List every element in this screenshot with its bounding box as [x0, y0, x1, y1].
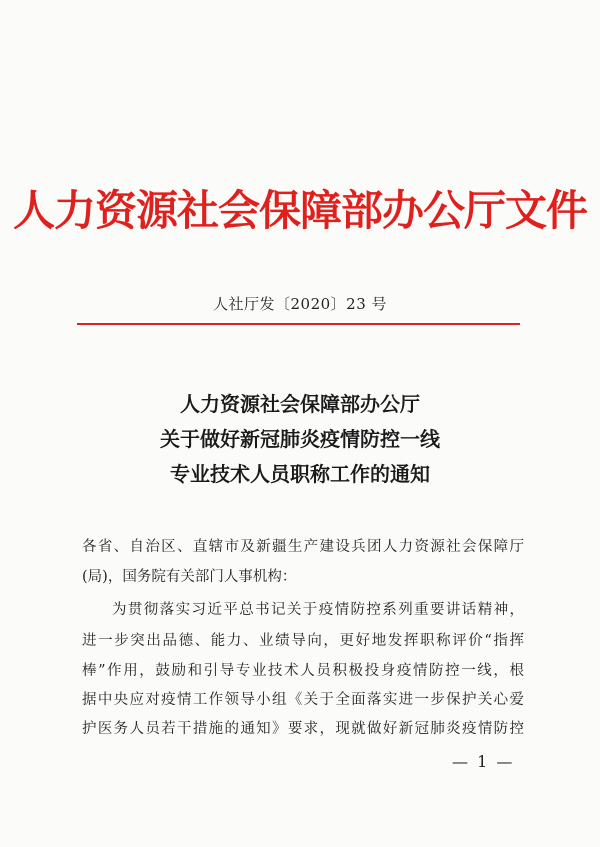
body-line-recipients-cont: (局)，国务院有关部门人事机构： — [82, 569, 297, 585]
document-number: 人社厅发〔2020〕23 号 — [212, 295, 388, 313]
title-line-3: 专业技术人员职称工作的通知 — [170, 462, 430, 486]
body-line: 据中央应对疫情工作领导小组《关于全面落实进一步保护关心爱 — [82, 692, 524, 708]
body-line-recipients: 各省、自治区、直辖市及新疆生产建设兵团人力资源社会保障厅 — [82, 539, 524, 555]
body-line-paragraph-start: 为贯彻落实习近平总书记关于疫情防控系列重要讲话精神， — [112, 602, 524, 618]
red-divider-line — [77, 323, 520, 325]
title-line-1: 人力资源社会保障部办公厅 — [180, 392, 420, 416]
issuer-masthead: 人力资源社会保障部办公厅文件 — [12, 186, 587, 235]
body-line: 护医务人员若干措施的通知》要求，现就做好新冠肺炎疫情防控 — [82, 721, 524, 737]
title-line-2: 关于做好新冠肺炎疫情防控一线 — [160, 427, 440, 451]
page-number: — 1 — — [452, 752, 515, 771]
body-line: 进一步突出品德、能力、业绩导向，更好地发挥职称评价“指挥 — [82, 633, 524, 649]
body-line: 棒”作用，鼓励和引导专业技术人员积极投身疫情防控一线，根 — [82, 663, 524, 679]
